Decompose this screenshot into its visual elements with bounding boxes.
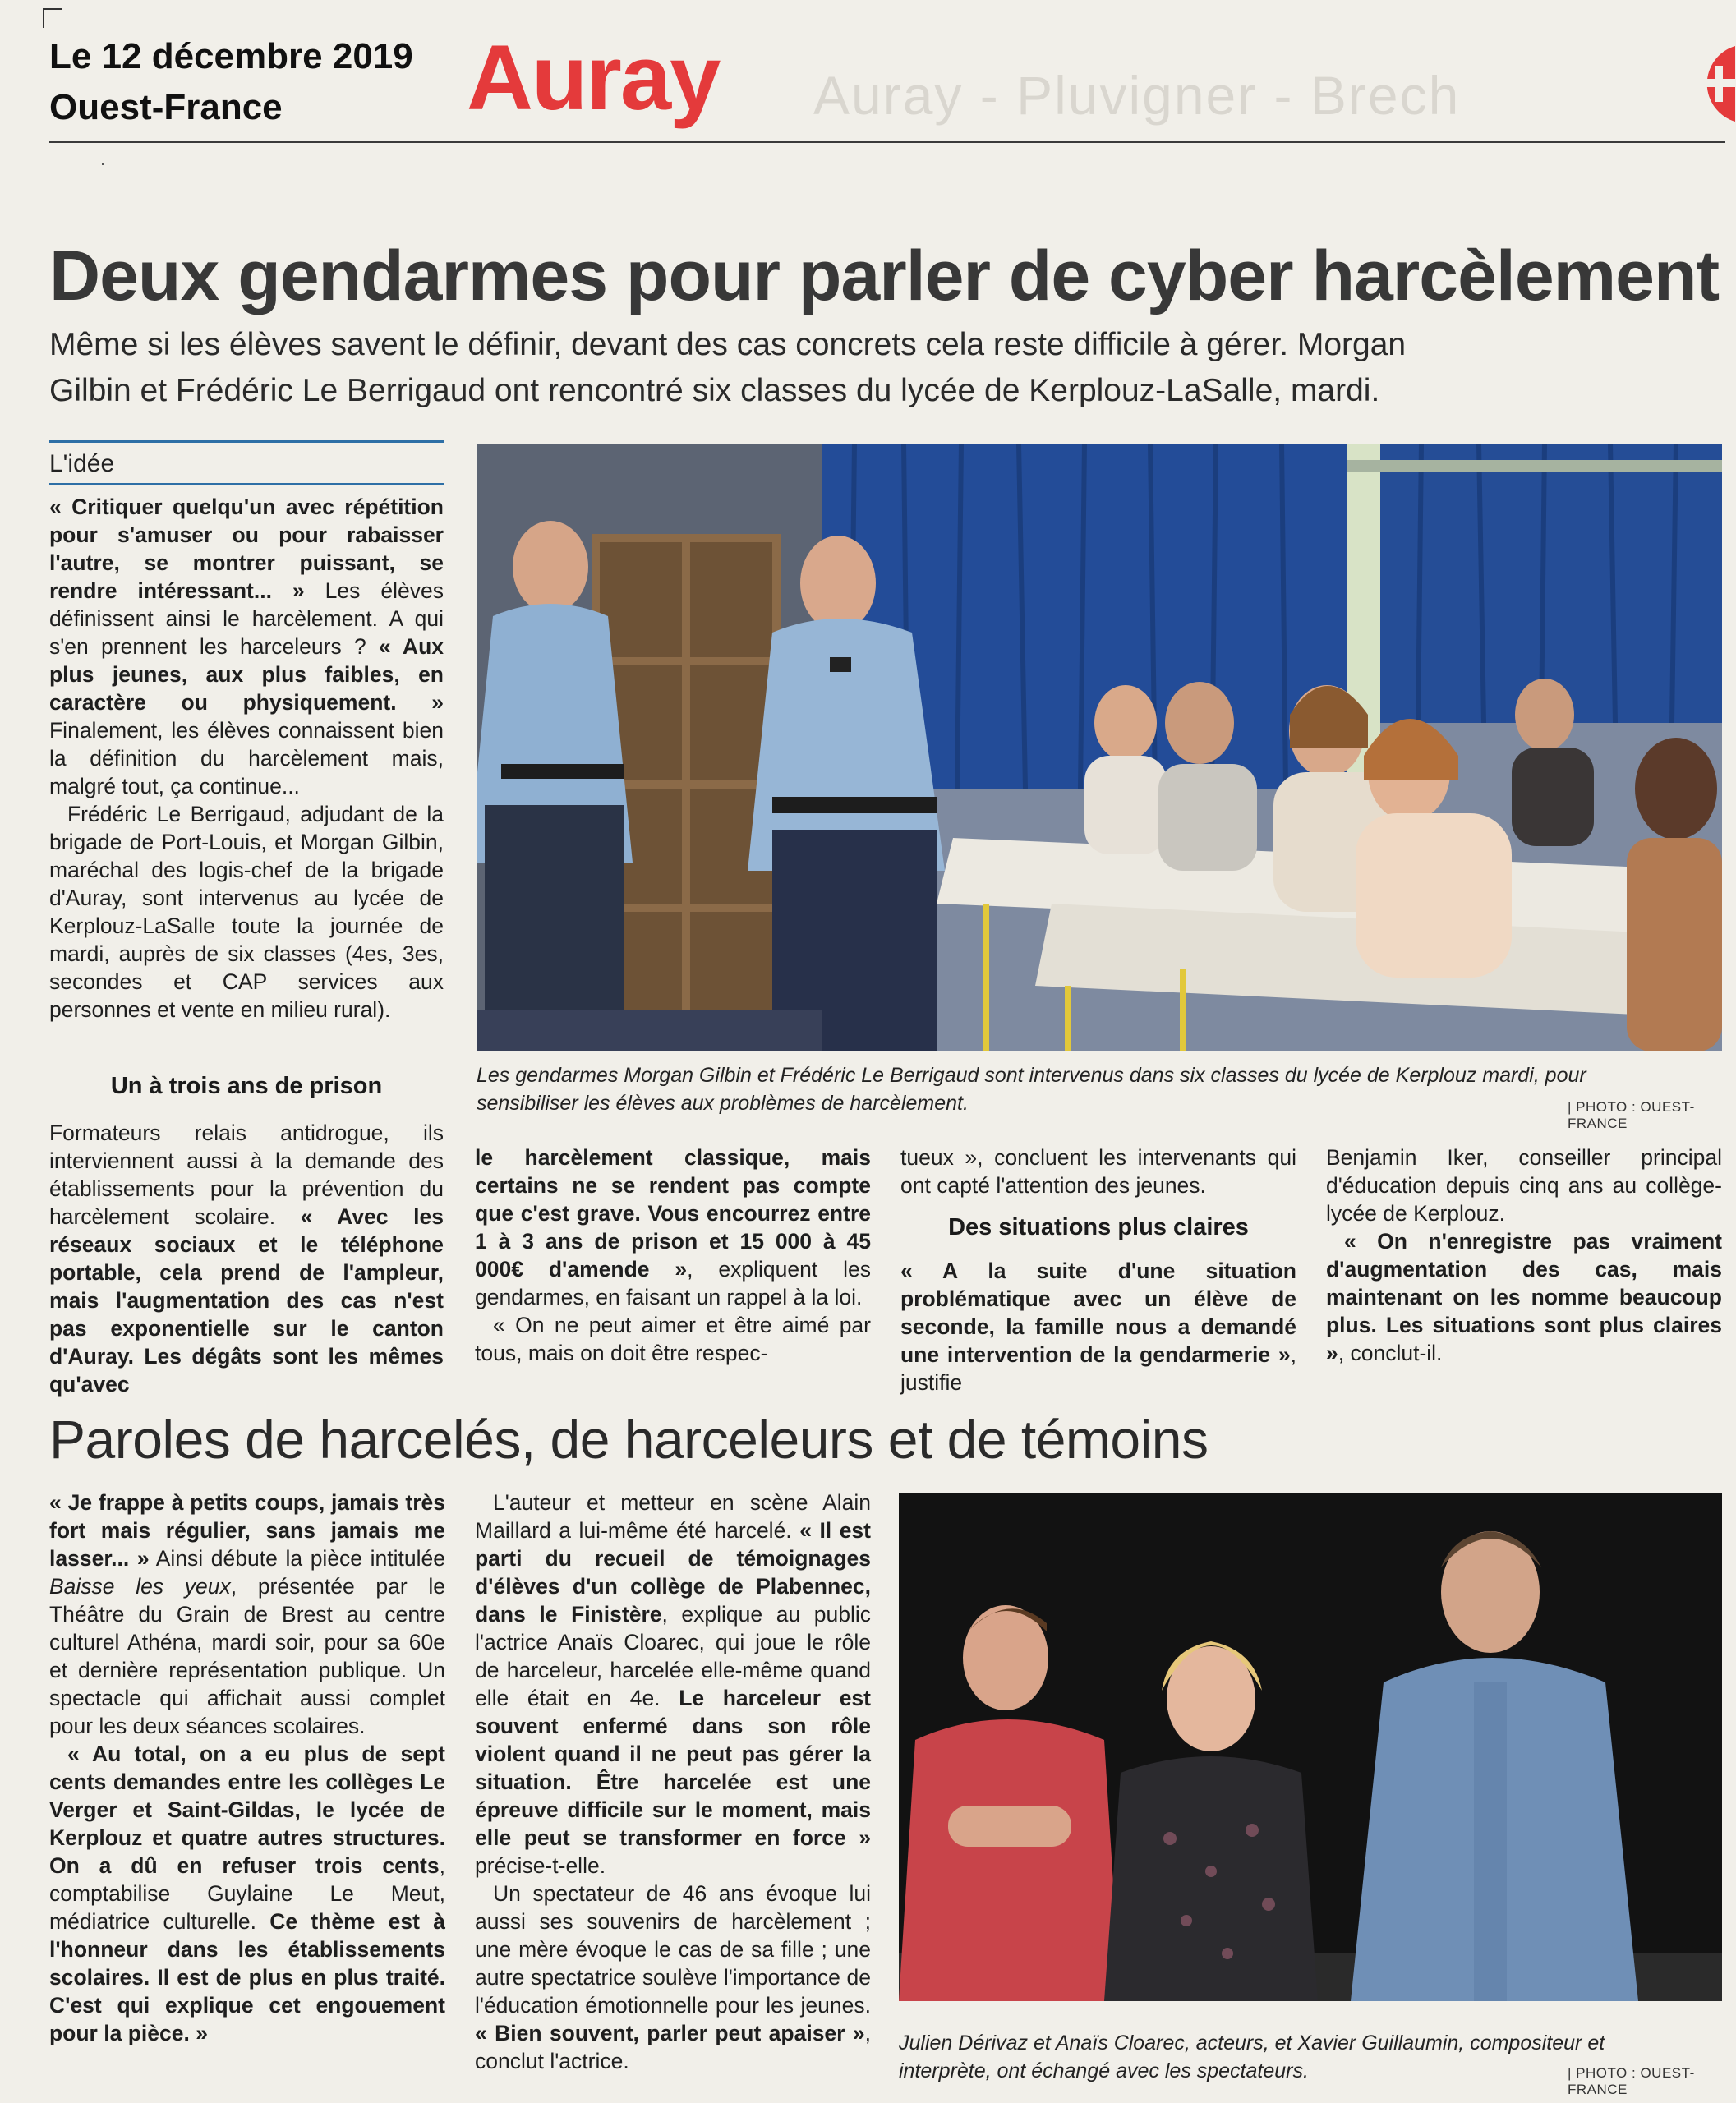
- article1-col1-para1: [49, 493, 444, 800]
- text: L'auteur et metteur en scène Alain Maillard a lui-même été harcelé.: [475, 1490, 871, 1543]
- text: , conclut-il.: [1338, 1341, 1443, 1365]
- quote: Ce thème est à l'honneur dans les établissements scolaires. Il est de plus en plus traité. C'est qui explique cet engouement pour la pièce. »: [49, 1909, 445, 2045]
- quote: « Aux plus jeunes, aux plus faibles, en caractère ou physiquement. »: [49, 634, 444, 715]
- article1-col3-para1: tueux », concluent les intervenants qui ont capté l'attention des jeunes.: [900, 1145, 1296, 1198]
- quote: « Au total, on a eu plus de sept cents demandes entre les collèges Le Verger et Saint-Gildas, le lycée de Kerplouz et quatre autres structures. On a dû en refuser trois cents: [49, 1742, 445, 1878]
- text: , présentée par le Théâtre du Grain de Brest au centre culturel Athéna, mardi soir, pour sa 60e et dernière représentation publique. Un spectacle qui affichait aussi complet pour les deux séances scolaires.: [49, 1574, 445, 1738]
- article2-column-2: [475, 1489, 871, 2075]
- quote: le harcèlement classique, mais certains ne se rendent pas compte que c'est grave. Vous encourrez entre 1 à 3 ans de prison et 15 000 à 45 000€ d'amende »: [475, 1145, 871, 1282]
- quote: « Critiquer quelqu'un avec répétition pour s'amuser ou pour rabaisser l'autre, se montrer puissant, se rendre intéressant... »: [49, 495, 444, 603]
- article1-col4-para2: [1326, 1227, 1722, 1367]
- text: , conclut l'actrice.: [475, 2021, 871, 2073]
- text: Les élèves définissent ainsi le harcèlement. A qui s'en prennent les harceleurs ?: [49, 578, 444, 659]
- article2-col1-para1: [49, 1489, 445, 1740]
- corner-mark: [43, 8, 62, 28]
- article1-column-3: [900, 1144, 1296, 1199]
- article1-headline: Deux gendarmes pour parler de cyber harcèlement: [49, 237, 1720, 315]
- article1-column-4: [1326, 1144, 1722, 1367]
- quote: « Bien souvent, parler peut apaiser »: [475, 2021, 865, 2045]
- article1-photo-credit: | PHOTO : OUEST-FRANCE: [1568, 1099, 1695, 1131]
- article1-column-1: [49, 493, 444, 1024]
- speck: [102, 163, 104, 165]
- section-title: Auray: [467, 26, 720, 129]
- article1-subhead-situations: Des situations plus claires: [948, 1214, 1249, 1240]
- text: , expliquent les gendarmes, en faisant un rappel à la loi.: [475, 1257, 871, 1309]
- article1-col1-para2: Frédéric Le Berrigaud, adjudant de la brigade de Port-Louis, et Morgan Gilbin, maréchal des logis-chef de la brigade d'Auray, sont intervenus au lycée de Kerplouz-LaSalle toute la journée de mardi, auprès de six classes (4es, 3es, secondes et CAP services aux personnes et vente en milieu rural).: [49, 802, 444, 1022]
- section-ghost-text: Auray - Pluvigner - Brech: [813, 65, 1461, 126]
- quote: « Je frappe à petits coups, jamais très fort mais régulier, sans jamais me lasser... »: [49, 1490, 445, 1571]
- text: Finalement, les élèves connaissent bien la définition du harcèlement mais, malgré tout, ça continue...: [49, 718, 444, 798]
- article1-column-2: [475, 1144, 871, 1367]
- text: précise-t-elle.: [475, 1853, 606, 1878]
- quote: « A la suite d'une situation problématique avec un élève de seconde, la famille nous a demandé une intervention de la gendarmerie »: [900, 1259, 1296, 1367]
- article1-subhead-prison: Un à trois ans de prison: [110, 1073, 383, 1099]
- article2-photo-caption: Julien Dérivaz et Anaïs Cloarec, acteurs, et Xavier Guillaumin, compositeur et interprète, ont échangé avec les spectateurs.: [899, 2032, 1605, 2082]
- article1-col4-para1: Benjamin Iker, conseiller principal d'éducation depuis cinq ans au collège-lycée de Kerplouz.: [1326, 1145, 1722, 1226]
- text: Formateurs relais antidrogue, ils interviennent aussi à la demande des établissements pour la prévention du harcèlement scolaire.: [49, 1121, 444, 1229]
- article2-col2-para2: [475, 1880, 871, 2075]
- quote: Le harceleur est souvent enfermé dans son rôle violent quand il ne peut pas gérer la situation. Être harcelée est une épreuve difficile sur le moment, mais elle peut se transformer en force »: [475, 1686, 871, 1850]
- stamp-date: Le 12 décembre 2019: [49, 36, 413, 76]
- play-title: Baisse les yeux: [49, 1574, 231, 1599]
- quote: « Avec les réseaux sociaux et le téléphone portable, cela prend de l'ampleur, mais l'augmentation des cas n'est pas exponentielle sur le canton d'Auray. Les dégâts sont les mêmes qu'avec: [49, 1204, 444, 1397]
- text: Ainsi débute la pièce intitulée: [149, 1546, 445, 1571]
- article1-column-3-cont: [900, 1257, 1296, 1397]
- date-stamp: [49, 31, 413, 133]
- text: , explique au public l'actrice Anaïs Cloarec, qui joue le rôle de harceleur, harcelée elle-même quand elle était en 4e.: [475, 1602, 871, 1710]
- article1-photo-caption: Les gendarmes Morgan Gilbin et Frédéric Le Berrigaud sont intervenus dans six classes du lycée de Kerplouz mardi, pour sensibiliser les élèves aux problèmes de harcèlement.: [477, 1064, 1586, 1115]
- text: , justifie: [900, 1342, 1296, 1395]
- article1-column-1-cont: [49, 1119, 444, 1398]
- article2-column-1: [49, 1489, 445, 2047]
- article2-photo-credit: | PHOTO : OUEST-FRANCE: [1568, 2065, 1695, 2097]
- article2-col1-para2: [49, 1740, 445, 2047]
- article1-col3-para2: [900, 1257, 1296, 1397]
- stamp-newspaper: Ouest-France: [49, 87, 283, 127]
- ouest-france-logo-icon: [1669, 41, 1735, 127]
- rubric-label: L'idée: [49, 450, 115, 477]
- quote: « On n'enregistre pas vraiment d'augmentation des cas, mais maintenant on les nomme beaucoup plus. Les situations sont plus claires »: [1326, 1229, 1722, 1365]
- article1-col2-para1: [475, 1144, 871, 1311]
- article1-chapo: Même si les élèves savent le définir, devant des cas concrets cela reste difficile à gérer. Morgan Gilbin et Frédéric Le Berrigaud ont rencontré six classes du lycée de Kerplouz-LaSalle, mardi.: [49, 327, 1407, 408]
- text: , comptabilise Guylaine Le Meut, médiatrice culturelle.: [49, 1853, 445, 1934]
- rubric-rule-top: [49, 440, 444, 443]
- text: Un spectateur de 46 ans évoque lui aussi ses souvenirs de harcèlement ; une mère évoque le cas de sa fille ; une autre spectatrice soulève l'importance de l'éducation émotionnelle pour les jeunes.: [475, 1881, 871, 2018]
- actors-stage-photo: [899, 1493, 1722, 2001]
- article2-headline: Paroles de harcelés, de harceleurs et de témoins: [49, 1409, 1209, 1470]
- rubric-rule-bottom: [49, 483, 444, 485]
- article2-col2-para1: [475, 1489, 871, 1880]
- quote: « Il est parti du recueil de témoignages d'élèves d'un collège de Plabennec, dans le Finistère: [475, 1518, 871, 1627]
- gendarmes-classroom-photo: [477, 444, 1722, 1052]
- article1-col1-para3: [49, 1119, 444, 1398]
- article1-col2-para2: « On ne peut aimer et être aimé par tous, mais on doit être respec-: [475, 1313, 871, 1365]
- header-rule: [49, 141, 1725, 143]
